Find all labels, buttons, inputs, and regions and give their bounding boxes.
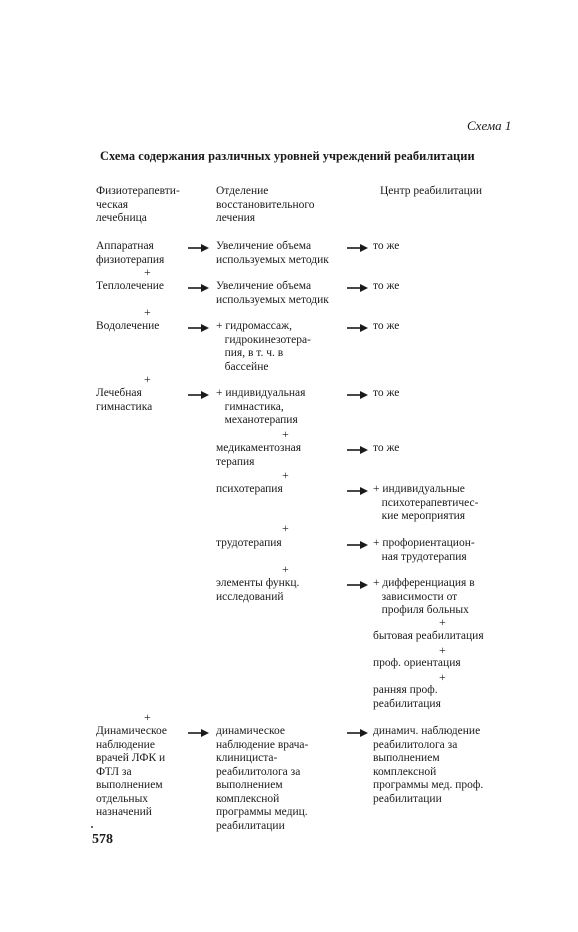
header-rehab-department: Отделение восстановительного лечения [216,185,315,224]
arrow-right-icon [347,283,369,293]
plus-sign: + [439,643,446,657]
plus-sign: + [439,615,446,629]
cell-r8-c2: элементы функц. исследований [216,577,300,603]
plus-sign: + [282,427,289,441]
header-rehab-center: Центр реабилитации [380,185,483,197]
cell-r4-c1: Лечебная гимнастика [96,387,153,413]
cell-r1-c2: Увеличение объема используемых методик [216,240,329,266]
cell-r5-c3: то же [373,442,400,454]
cell-r4-c3: то же [373,387,400,399]
arrow-right-icon [347,445,369,455]
cell-r4-c2: + индивидуальная гимнастика, механотерапия [216,387,306,426]
arrow-right-icon [347,243,369,253]
arrow-right-icon [188,390,210,400]
cell-r5-c2: медикаментозная терапия [216,442,302,468]
scheme-label: Схема 1 [467,118,512,133]
arrow-right-icon [188,323,210,333]
cell-r3-c1: Водолечение [96,320,160,332]
cell-r12-c2: динамическое наблюдение врача- клинициста- реабилитолога за выполнением комплексной программы медиц. реабилитации [216,725,309,832]
cell-r8-c3: + дифференциация в зависимости от профиля больных [373,577,475,616]
cell-r7-c2: трудотерапия [216,537,282,549]
plus-sign: + [144,265,151,279]
cell-r3-c2: + гидромассаж, гидрокинезотера- пия, в т. ч. в бассейне [216,320,311,373]
arrow-right-icon [347,540,369,550]
cell-r6-c3: + индивидуальные психотерапевтичес- кие мероприятия [373,483,479,522]
page-title: Схема содержания различных уровней учреждений реабилитации [100,149,475,163]
arrow-right-icon [347,323,369,333]
arrow-right-icon [347,580,369,590]
plus-sign: + [282,521,289,535]
cell-r11-c3: ранняя проф. реабилитация [373,684,441,710]
cell-r9-c3: бытовая реабилитация [373,630,484,642]
cell-r2-c2: Увеличение объема используемых методик [216,280,329,306]
arrow-right-icon [188,243,210,253]
cell-r1-c1: Аппаратная физиотерапия [96,240,165,266]
cell-r6-c2: психотерапия [216,483,283,495]
arrow-right-icon [347,390,369,400]
plus-sign: + [144,710,151,724]
plus-sign: + [144,305,151,319]
cell-r7-c3: + профориентацион- ная трудотерапия [373,537,475,563]
plus-sign: + [282,562,289,576]
cell-r12-c3: динамич. наблюдение реабилитолога за выполнением комплексной программы мед. проф. реабилитации [373,725,484,805]
cell-r2-c1: Теплолечение [96,280,165,292]
cell-r10-c3: проф. ориентация [373,657,461,669]
header-physio-clinic: Физиотерапевти- ческая лечебница [96,185,180,224]
arrow-right-icon [347,728,369,738]
arrow-right-icon [188,728,210,738]
plus-sign: + [282,468,289,482]
cell-r3-c3: то же [373,320,400,332]
printing-dot [91,826,93,828]
page-number: 578 [92,832,113,847]
arrow-right-icon [188,283,210,293]
cell-r12-c1: Динамическое наблюдение врачей ЛФК и ФТЛ за выполнением отдельных назначений [96,725,167,818]
plus-sign: + [439,670,446,684]
cell-r2-c3: то же [373,280,400,292]
cell-r1-c3: то же [373,240,400,252]
plus-sign: + [144,372,151,386]
arrow-right-icon [347,486,369,496]
